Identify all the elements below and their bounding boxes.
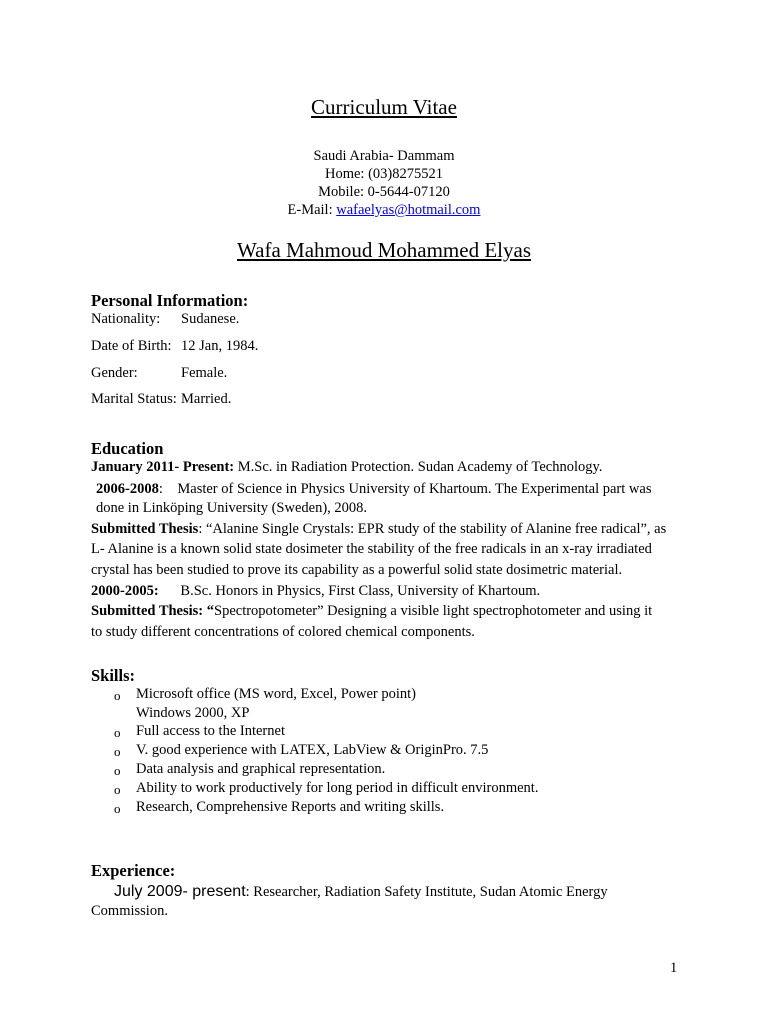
nationality-label: Nationality:: [91, 311, 161, 327]
contact-email-line: [0, 201, 768, 219]
education-thesis-bsc-cont: to study different concentrations of colored chemical components.: [91, 624, 475, 640]
skill-item: Ability to work productively for long period in difficult environment.: [136, 780, 539, 796]
bullet-icon: o: [114, 688, 121, 703]
dob-label: Date of Birth:: [91, 338, 172, 354]
contact-home-phone: Home: (03)8275521: [325, 166, 443, 182]
bullet-icon: o: [114, 725, 121, 740]
contact-email-label: E-Mail:: [287, 202, 337, 218]
education-entry-msc-physics: 2006-2008: Master of Science in Physics University of Khartoum. The Experimental part was: [96, 481, 652, 497]
skill-item: Full access to the Internet: [136, 723, 285, 739]
experience-entry-continuation: Commission.: [91, 903, 168, 919]
contact-location: Saudi Arabia- Dammam: [313, 148, 455, 164]
candidate-name: Wafa Mahmoud Mohammed Elyas: [237, 238, 531, 262]
education-thesis-msc: Submitted Thesis: “Alanine Single Crystals: EPR study of the stability of Alanine free radical”, as: [91, 521, 667, 537]
experience-heading: Experience:: [91, 861, 176, 880]
marital-status-value: Married.: [181, 391, 232, 407]
bullet-icon: o: [114, 744, 121, 759]
skill-item-continuation: Windows 2000, XP: [136, 705, 250, 721]
experience-entry: July 2009- present: Researcher, Radiation Safety Institute, Sudan Atomic Energy: [114, 883, 608, 900]
bullet-icon: o: [114, 782, 121, 797]
education-heading: Education: [91, 439, 164, 458]
gender-value: Female.: [181, 365, 228, 381]
nationality-value: Sudanese.: [181, 311, 240, 327]
contact-mobile: Mobile: 0-5644-07120: [318, 184, 450, 200]
skill-item: Data analysis and graphical representation.: [136, 761, 386, 777]
cv-title: Curriculum Vitae: [311, 95, 457, 119]
dob-value: 12 Jan, 1984.: [181, 338, 259, 354]
education-entry-msc-physics-cont: done in Linköping University (Sweden), 2008.: [96, 500, 368, 516]
education-thesis-msc-cont2: crystal has been studied to prove its capability as a powerful solid state dosimetric material.: [91, 562, 623, 578]
bullet-icon: o: [114, 801, 121, 816]
education-entry-bsc: 2000-2005: B.Sc. Honors in Physics, First Class, University of Khartoum.: [91, 583, 541, 599]
education-thesis-bsc: Submitted Thesis: “Spectropotometer” Designing a visible light spectrophotometer and using it: [91, 603, 653, 619]
contact-email-link[interactable]: wafaelyas@hotmail.com: [336, 202, 481, 218]
skills-heading: Skills:: [91, 666, 136, 685]
education-entry-msc-radiation: January 2011- Present: M.Sc. in Radiation Protection. Sudan Academy of Technology.: [91, 459, 603, 475]
page-number: 1: [670, 960, 678, 976]
skill-item: Research, Comprehensive Reports and writing skills.: [136, 799, 445, 815]
skill-item: V. good experience with LATEX, LabView & OriginPro. 7.5: [136, 742, 489, 758]
marital-status-label: Marital Status:: [91, 391, 177, 407]
skill-item: Microsoft office (MS word, Excel, Power point): [136, 686, 417, 702]
personal-info-heading: Personal Information:: [91, 291, 249, 310]
gender-label: Gender:: [91, 365, 138, 381]
education-thesis-msc-cont1: L- Alanine is a known solid state dosimeter the stability of the free radicals in an x-ray irradiated: [91, 541, 652, 557]
bullet-icon: o: [114, 763, 121, 778]
